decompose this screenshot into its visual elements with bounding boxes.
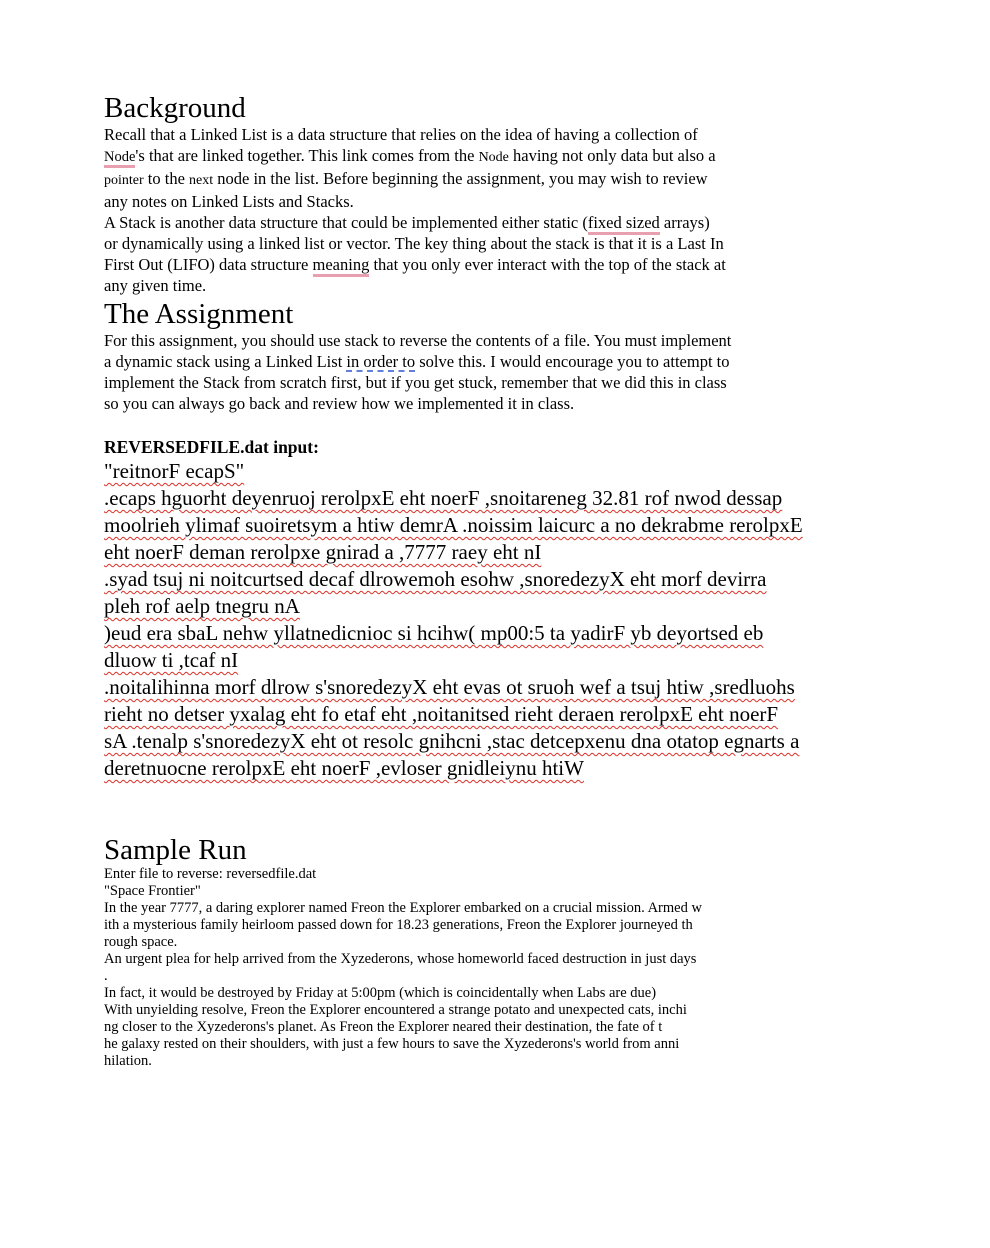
background-paragraph-1: Recall that a Linked List is a data structure that relies on the idea of having a collection of Node's that are linked together. This link comes from the Node having not only data but also a pointer to the next node in the list. Before beginning the assignment, you may wish to review any notes on Linked Lists and Stacks. xyxy=(104,125,716,211)
sample-line: In the year 7777, a daring explorer named Freon the Explorer embarked on a crucial mission. Armed w xyxy=(104,900,702,916)
document-page xyxy=(104,92,904,1070)
assignment-paragraph: For this assignment, you should use stack to reverse the contents of a file. You must implement a dynamic stack using a Linked List in order to solve this. I would encourage you to attempt to implement the Stack from scratch first, but if you get stuck, remember that we did this in class so you can always go back and review how we implemented it in class. xyxy=(104,331,732,413)
sample-line: ng closer to the Xyzederons's planet. As Freon the Explorer neared their destination, the fate of t xyxy=(104,1019,663,1035)
reversed-line: sA .tenalp s'snoredezyX eht ot resolc gnihcni ,stac detcepxenu dna otatop egnarts a xyxy=(104,729,800,753)
input-label: REVERSEDFILE.dat input: xyxy=(104,437,319,457)
sample-line: Enter file to reverse: reversedfile.dat xyxy=(104,866,317,882)
sample-line: rough space. xyxy=(104,934,178,950)
reversed-line: rieht no detser yxalag eht fo etaf eht ,noitanitsed rieht deraen rerolpxE eht noerF xyxy=(104,702,779,726)
sample-line: . xyxy=(104,968,108,984)
reversed-line: )eud era sbaL nehw yllatnedicnioc si hcihw( mp00:5 ta yadirF yb deyortsed eb xyxy=(104,621,764,645)
grammar-meaning: meaning xyxy=(313,255,370,277)
sample-line: he galaxy rested on their shoulders, with just a few hours to save the Xyzederons's world from anni xyxy=(104,1036,680,1052)
reversed-line: pleh rof aelp tnegru nA xyxy=(104,594,300,618)
assignment-heading: The Assignment xyxy=(104,298,294,330)
grammar-in-order-to: in order to xyxy=(346,352,416,371)
reversed-line: deretnuocne rerolpxE eht noerF ,evloser gnidleiynu htiW xyxy=(104,756,584,780)
sample-line: hilation. xyxy=(104,1053,152,1069)
sample-line: An urgent plea for help arrived from the Xyzederons, whose homeworld faced destruction in just days xyxy=(104,951,697,967)
sample-run-output xyxy=(104,866,904,1070)
reversed-line: eht noerF deman rerolpxe gnirad a ,7777 raey eht nI xyxy=(104,540,542,564)
spell-node: Node xyxy=(104,149,135,168)
reversed-line: .ecaps hguorht deyenruoj rerolpxE eht noerF ,snoitareneg 32.81 rof nwod dessap xyxy=(104,486,783,510)
reversed-line: .noitalihinna morf dlrow s'snoredezyX eht evas ot sruoh wef a tsuj htiw ,sredluohs xyxy=(104,675,795,699)
sample-line: "Space Frontier" xyxy=(104,883,201,899)
reversed-line: moolrieh ylimaf suoiretsym a htiw demrA .noissim laicurc a no dekrabme rerolpxE xyxy=(104,513,803,537)
reversed-line: "reitnorF ecapS" xyxy=(104,459,245,483)
background-paragraph-2: A Stack is another data structure that could be implemented either static (fixed sized arrays) or dynamically using a linked list or vector. The key thing about the stack is that it is a Last In First Out (LIFO) data structure meaning that you only ever interact with the top of the stack at any given time. xyxy=(104,213,726,295)
sample-run-heading: Sample Run xyxy=(104,834,247,866)
reversed-input-block xyxy=(104,458,904,782)
sample-line: In fact, it would be destroyed by Friday at 5:00pm (which is coincidentally when Labs are due) xyxy=(104,985,657,1001)
sample-line: ith a mysterious family heirloom passed down for 18.23 generations, Freon the Explorer journeyed th xyxy=(104,917,693,933)
reversed-line: .syad tsuj ni noitcurtsed decaf dlrowemoh esohw ,snoredezyX eht morf devirra xyxy=(104,567,767,591)
sample-line: With unyielding resolve, Freon the Explorer encountered a strange potato and unexpected cats, inchi xyxy=(104,1002,687,1018)
reversed-line: dluow ti ,tcaf nI xyxy=(104,648,239,672)
grammar-fixed-sized: fixed sized xyxy=(588,213,660,235)
background-heading: Background xyxy=(104,92,246,124)
